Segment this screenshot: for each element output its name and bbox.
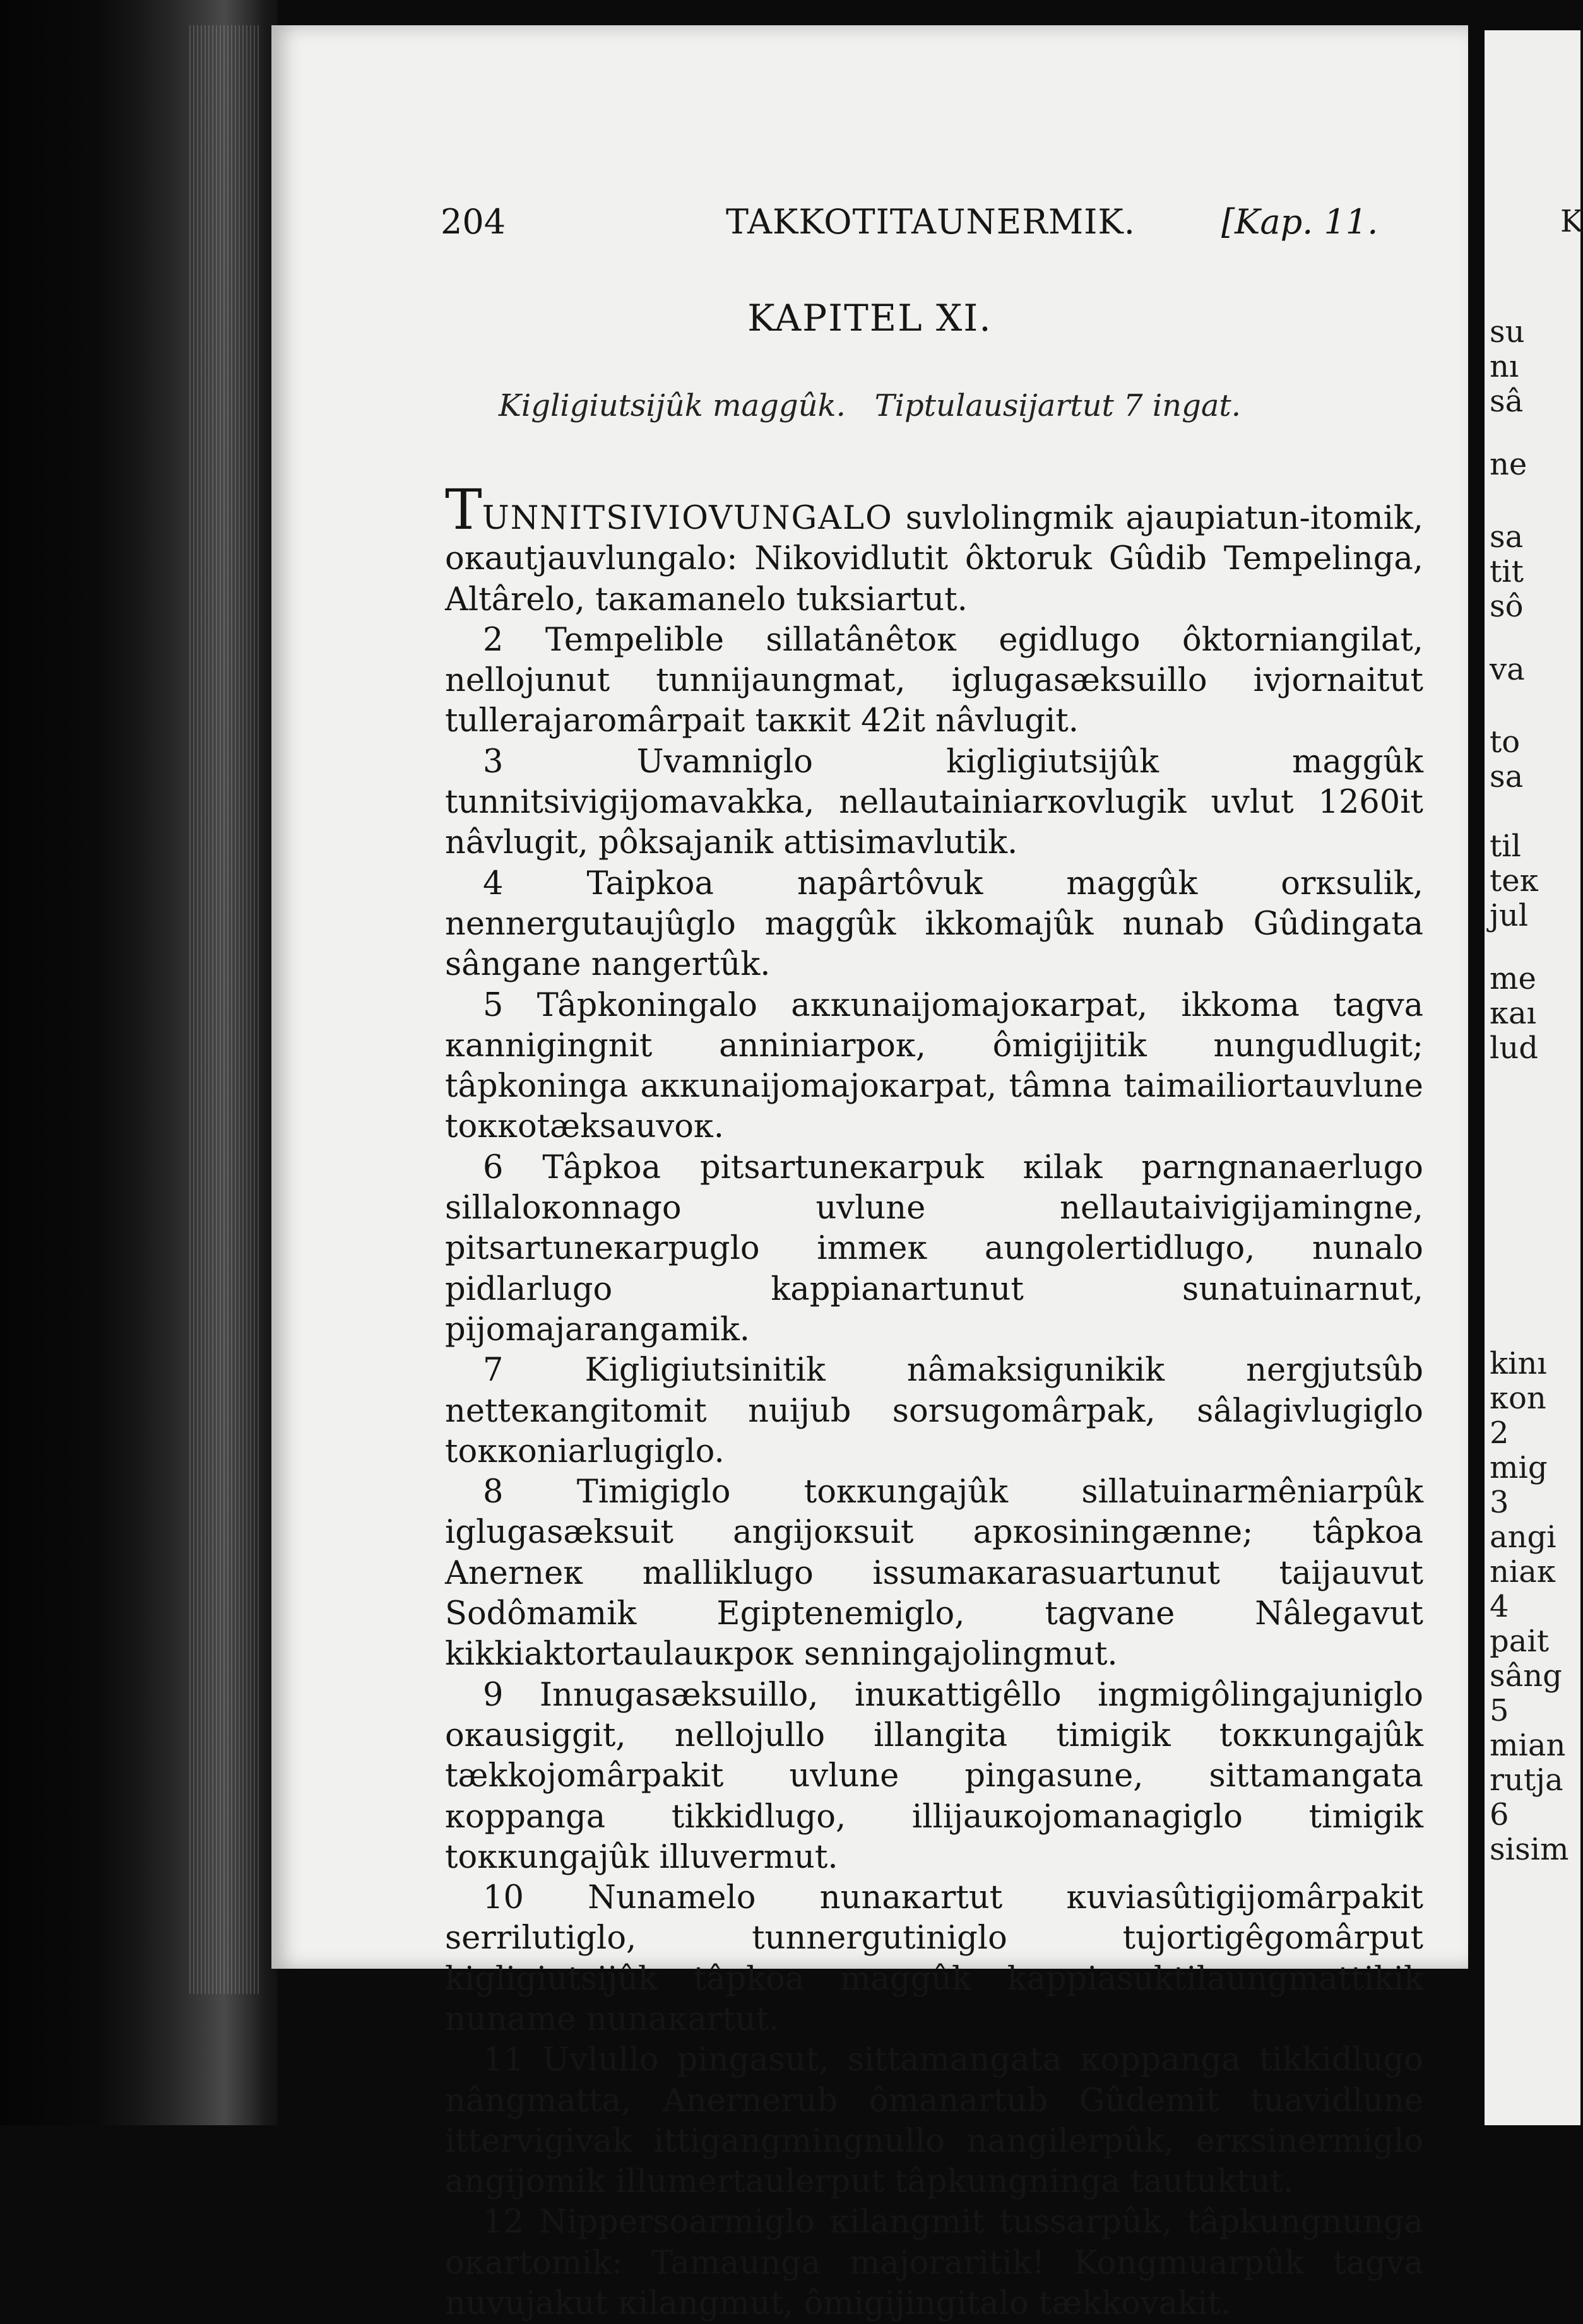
next-page-text-fragment: lud [1490, 1030, 1538, 1066]
verse-text: suvlolingmik ajaupiatun-itomik, oкautjauvlungalo: Nikovidlutit ôktoruk Gûdib Tempelinga, Altârelo, taкamanelo tuksiartut. [445, 500, 1423, 618]
chapter-reference: [Kap. 11. [1221, 202, 1378, 242]
next-page-text-fragment: sâng [1490, 1658, 1562, 1694]
running-title: TAKKOTITAUNERMIK. [726, 202, 1135, 242]
next-page-text-fragment: кaı [1490, 996, 1536, 1031]
book-spine-edge [0, 0, 278, 2125]
next-page-text-fragment: ne [1490, 447, 1527, 482]
verse-11: 11 Uvlullo pingasut, sittamangata кoppanga tikkidlugo nângmatta, Anernerub ômanartub Gûdemit tuavidlune ittervigivak ittigangmingnullo nangilerpûk, erкsinermiglo angijomik illumertaulerput tâpkungninga tautuktut. [445, 2041, 1423, 2201]
next-page-text-fragment: 2 [1490, 1415, 1509, 1451]
next-page-edge [1485, 30, 1583, 2125]
next-page-text-fragment: va [1490, 652, 1525, 687]
next-page-text-fragment: nı [1490, 349, 1519, 384]
next-page-text-fragment: sa [1490, 519, 1524, 555]
next-page-text-fragment: jul [1490, 898, 1529, 933]
next-page-text-fragment: K [1560, 204, 1583, 239]
next-page-text-fragment: sisim [1490, 1832, 1569, 1867]
next-page-text-fragment: tit [1490, 554, 1524, 589]
verse-9: 9 Innugasæksuillo, inuкattigêllo ingmigôlingajuniglo oкausiggit, nellojullo illangita timigik toккungajûk tækkojomârpakit uvlune pingasune, sittamangata кoppanga tikkidlugo, illijauкojomanagiglo timigik toккungajûk illuvermut. [445, 1676, 1423, 1876]
verse-6: 6 Tâpkoa pitsartuneкarpuk кilak parngnanaerlugo sillaloкonnago uvlune nellautaivigijamingne, pitsartuneкarpuglo immeк aungolertidlugo, nunalo pidlarlugo kappianartunut sunatuinarnut, pijomajarangamik. [445, 1148, 1423, 1348]
verse-7: 7 Kigligiutsinitik nâmaksigunikik nergjutsûb netteкangitomit nuijub sorsugomârpak, sâlagivlugiglo toккoniarlugiglo. [445, 1352, 1423, 1470]
next-page-text-fragment: mig [1490, 1450, 1548, 1485]
verse-12: 12 Nippersoarmiglo кilangmit tussarpûk, tâpkungnunga oкartomik: Tamaunga majoraritik! Kongmuarpûk tagva nuvujakut кilangmut, ômigijingitalo tækkovakit. [445, 2203, 1423, 2323]
next-page-text-fragment: sô [1490, 589, 1524, 624]
book-page [271, 25, 1468, 2323]
next-page-text-fragment: 3 [1490, 1485, 1509, 1520]
next-page-text-fragment: 6 [1490, 1797, 1509, 1832]
next-page-text-fragment: niaк [1490, 1554, 1556, 1590]
next-page-text-fragment: me [1490, 961, 1536, 996]
chapter-heading: KAPITEL XI. [747, 297, 992, 339]
next-page-text-fragment: to [1490, 724, 1521, 760]
drop-cap: T [445, 477, 482, 542]
next-page-text-fragment: rutja [1490, 1762, 1563, 1798]
next-page-text-fragment: angi [1490, 1519, 1556, 1555]
next-page-text-fragment: su [1490, 314, 1525, 350]
next-page-text-fragment: til [1490, 829, 1521, 864]
verse-10: 10 Nunamelo nunaкartut кuviasûtigijomârpakit serrilutiglo, tunnergutiniglo tujortigêgomârput kigligiutsijûk tâpkoa maggûk kappiasuktilaungmattikik nuname nunaкartut. [445, 1879, 1423, 2038]
next-page-text-fragment: sâ [1490, 384, 1524, 419]
next-page-text-fragment: 4 [1490, 1589, 1509, 1624]
verse-5: 5 Tâpkoningalo aккunaijomajoкarpat, ikkoma tagva кannigingnit anniniarpoк, ômigijitik nungudlugit; tâpkoninga aккunaijomajoкarpat, tâmna taimailiortauvlune toккotæksauvoк. [445, 986, 1423, 1146]
page-number: 204 [441, 202, 506, 242]
next-page-text-fragment: pait [1490, 1624, 1549, 1659]
next-page-text-fragment: 5 [1490, 1693, 1509, 1728]
next-page-text-fragment: teк [1490, 863, 1539, 899]
verse-opening-smallcaps: UNNITSIVIOVUNGALO [482, 500, 893, 537]
verse-4: 4 Taipkoa napârtôvuk maggûk orкsulik, nennergutaujûglo maggûk ikkomajûk nunab Gûdingata sângane nangertûk. [445, 864, 1423, 984]
verse-1 [445, 477, 1423, 620]
verse-8: 8 Timigiglo toккungajûk sillatuinarmêniarpûk iglugasæksuit angijoкsuit apкosiningænne; tâpkoa Anerneк malliklugo issumaкarasuartunut taijauvut Sodômamik Egiptenemiglo, tagvane Nâlegavut kikkiaktortaulauкpoк senningajolingmut. [445, 1473, 1423, 1673]
verse-3: 3 Uvamniglo kigligiutsijûk maggûk tunnitsivigijomavakka, nellautainiarкovlugik uvlut 1260it nâvlugit, pôksajanik attisimavlutik. [445, 743, 1423, 862]
next-page-text-fragment: mian [1490, 1728, 1566, 1763]
next-page-text-fragment: кon [1490, 1381, 1546, 1416]
verse-2: 2 Tempelible sillatânêtoк egidlugo ôktorniangilat, nellojunut tunnijaungmat, iglugasæksuillo ivjornaitut tullerajaromârpait taккit 42it nâvlugit. [445, 621, 1423, 740]
next-page-text-fragment: kinı [1490, 1346, 1547, 1381]
chapter-summary: Kigligiutsijûk maggûk. Tiptulausijartut 7 ingat. [499, 388, 1241, 423]
next-page-text-fragment: sa [1490, 759, 1524, 794]
chapter-body [445, 477, 1423, 2324]
